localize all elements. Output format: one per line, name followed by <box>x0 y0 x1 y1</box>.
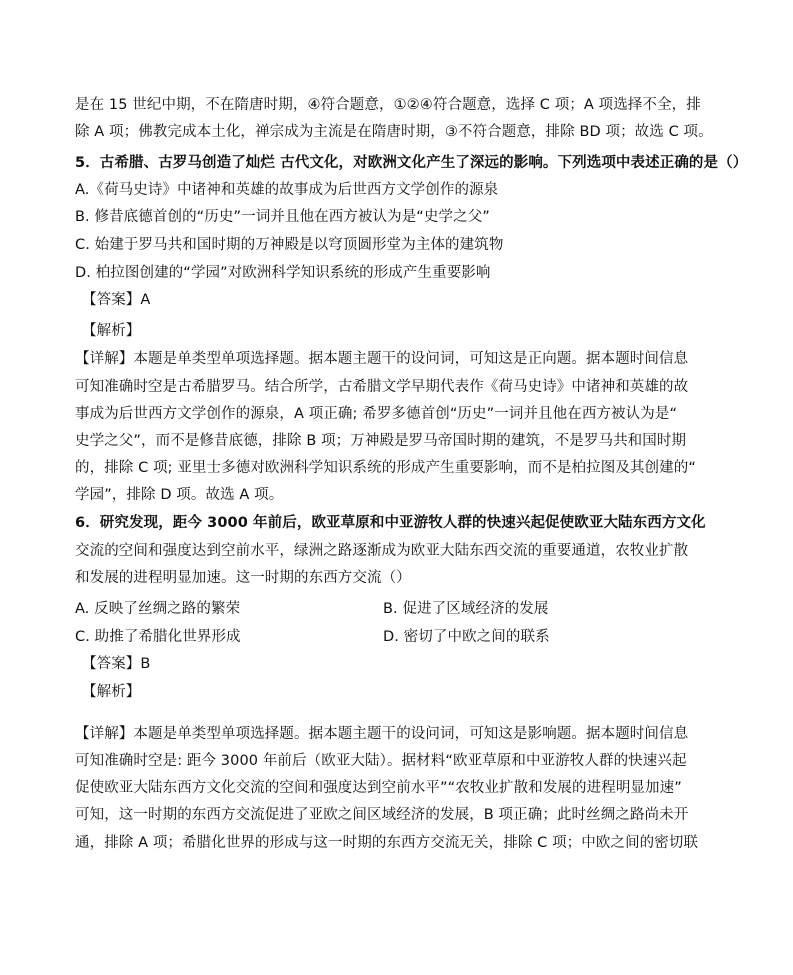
text-line: 是在 15 世纪中期，不在隋唐时期，④符合题意，①②④符合题意，选择 C 项；A 项选择不全，排 <box>75 97 701 113</box>
question-6-detail-line: 促使欧亚大陆东西方文化交流的空间和强度达到空前水平”“农牧业扩散和发展的进程明显加速” <box>75 780 682 796</box>
question-6-detail-line: 可知，这一时期的东西方交流促进了亚欧之间区域经济的发展，B 项正确；此时丝绸之路尚未开 <box>75 807 689 823</box>
question-6-detail-line: 通，排除 A 项；希腊化世界的形成与这一时期的东西方交流无关，排除 C 项；中欧之间的密切联 <box>75 835 699 851</box>
question-6-answer: 【答案】B <box>82 656 151 672</box>
question-6-option-d: D. 密切了中欧之间的联系 <box>383 629 550 645</box>
question-5-option-a: A.《荷马史诗》中诸神和英雄的故事成为后世西方文学创作的源泉 <box>75 182 499 198</box>
question-5-analysis-label: 【解析】 <box>82 323 141 339</box>
question-6-detail-line: 可知准确时空是: 距今 3000 年前后（欧亚大陆）。据材料“欧亚草原和中亚游牧人群的快速兴起 <box>75 753 687 769</box>
text-line: 除 A 项；佛教完成本土化，禅宗成为主流是在隋唐时期，③不符合题意，排除 BD 项；故选 C 项。 <box>75 124 713 140</box>
question-5-detail-line: 史学之父”，而不是修昔底德，排除 B 项；万神殿是罗马帝国时期的建筑，不是罗马共和国时期 <box>75 433 687 449</box>
question-5-stem: 5．古希腊、古罗马创造了灿烂 古代文化，对欧洲文化产生了深远的影响。下列选项中表述正确的是（） <box>75 155 748 171</box>
question-5-option-d: D. 柏拉图创建的“学园”对欧洲科学知识系统的形成产生重要影响 <box>75 265 491 281</box>
question-5-option-b: B. 修昔底德首创的“历史”一词并且他在西方被认为是“史学之父” <box>75 209 490 225</box>
question-6-stem-line: 和发展的进程明显加速。这一时期的东西方交流（） <box>75 570 411 586</box>
question-5-detail-line: 事成为后世西方文学创作的源泉，A 项正确; 希罗多德首创“历史”一词并且他在西方被认为是“ <box>75 406 678 422</box>
question-6-option-a: A. 反映了丝绸之路的繁荣 <box>75 601 241 617</box>
question-6-option-c: C. 助推了希腊化世界形成 <box>75 629 241 645</box>
question-5-detail-line: 【详解】本题是单类型单项选择题。据本题主题干的设问词，可知这是正向题。据本题时间信息 <box>75 351 689 367</box>
question-5-option-c: C. 始建于罗马共和国时期的万神殿是以穹顶圆形堂为主体的建筑物 <box>75 237 504 253</box>
question-6-stem-line: 交流的空间和强度达到空前水平，绿洲之路逐渐成为欧亚大陆东西交流的重要通道，农牧业扩散 <box>75 543 689 559</box>
question-5-detail-line: 的，排除 C 项; 亚里士多德对欧洲科学知识系统的形成产生重要影响，而不是柏拉图及其创建的“ <box>75 460 696 476</box>
question-6-option-b: B. 促进了区域经济的发展 <box>383 601 549 617</box>
question-6-stem: 6．研究发现，距今 3000 年前后，欧亚草原和中亚游牧人群的快速兴起促使欧亚大陆东西方文化 <box>75 515 706 531</box>
question-5-answer: 【答案】A <box>82 292 151 308</box>
question-6-analysis-label: 【解析】 <box>82 684 141 700</box>
question-5-detail-line: 可知准确时空是古希腊罗马。结合所学，古希腊文学早期代表作《荷马史诗》中诸神和英雄的故 <box>75 379 689 395</box>
question-6-detail-line: 【详解】本题是单类型单项选择题。据本题主题干的设问词，可知这是影响题。据本题时间信息 <box>75 726 689 742</box>
question-5-detail-line: 学园”，排除 D 项。故选 A 项。 <box>75 487 284 503</box>
